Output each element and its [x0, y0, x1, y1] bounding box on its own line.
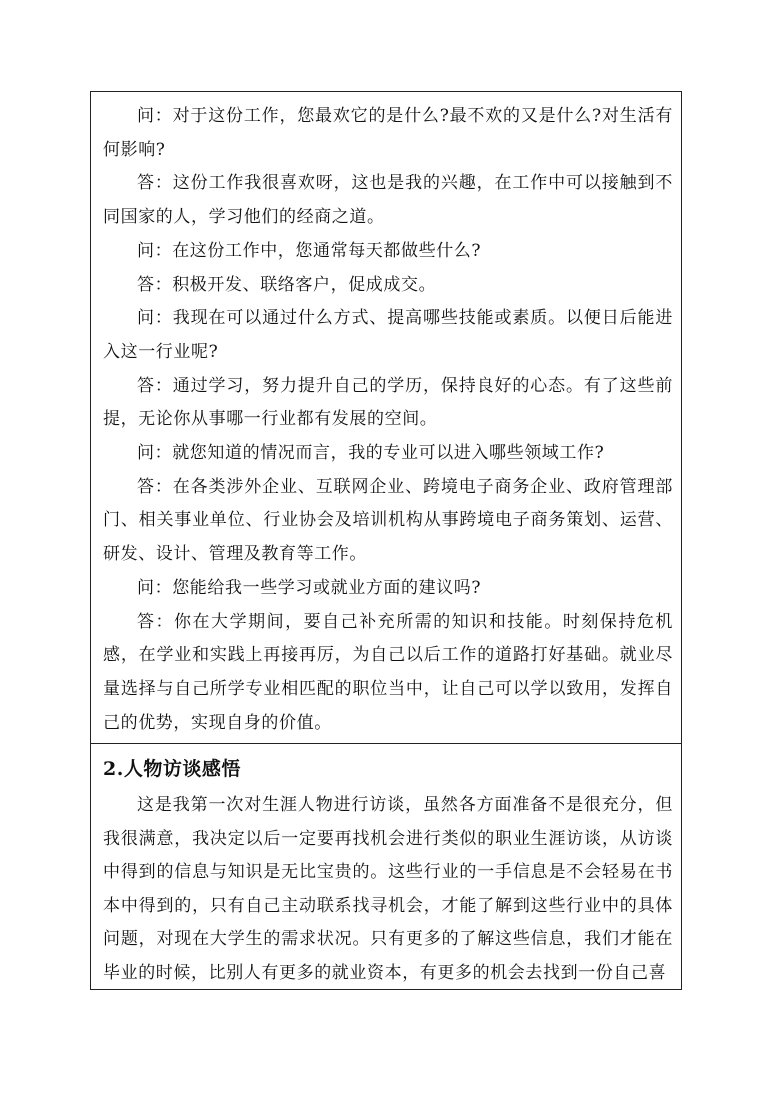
interview-qa-cell — [103, 100, 673, 740]
qa-question-4: 问：就您知道的情况而言，我的专业可以进入哪些领域工作? — [137, 443, 605, 464]
qa-answer-5: 答：你在大学期间，要自己补充所需的知识和技能。时刻保持危机感，在学业和实践上再接再厉，为自己以后工作的道路打好基础。就业尽量选择与自己所学专业相匹配的职位当中，让自己可以学以致用，发挥自己的优势，实现自身的价值。 — [103, 611, 673, 733]
qa-question-3: 问：我现在可以通过什么方式、提高哪些技能或素质。以便日后能进入这一行业呢? — [103, 308, 673, 362]
qa-answer-1: 答：这份工作我很喜欢呀，这也是我的兴趣，在工作中可以接触到不同国家的人，学习他们的经商之道。 — [103, 173, 673, 228]
reflection-cell — [103, 752, 673, 990]
qa-answer-4: 答：在各类涉外企业、互联网企业、跨境电子商务企业、政府管理部门、相关事业单位、行业协会及培训机构从事跨境电子商务策划、运营、研发、设计、管理及教育等工作。 — [103, 476, 673, 565]
qa-answer-2: 答：积极开发、联络客户，促成成交。 — [137, 274, 437, 295]
qa-question-5: 问：您能给我一些学习或就业方面的建议吗? — [137, 577, 482, 598]
reflection-body: 这是我第一次对生涯人物进行访谈，虽然各方面准备不是很充分，但我很满意，我决定以后一定要再找机会进行类似的职业生涯访谈，从访谈中得到的信息与知识是无比宝贵的。这些行业的一手信息是不会轻易在书本中得到的，只有自己主动联系找寻机会，才能了解到这些行业中的具体问题，对现在大学生的需求状况。只有更多的了解这些信息，我们才能在毕业的时候，比别人有更多的就业资本，有更多的机会去找到一份自己喜 — [103, 795, 673, 983]
reflection-heading: 2.人物访谈感悟 — [103, 758, 241, 780]
table-row-divider — [90, 743, 682, 744]
qa-answer-3: 答：通过学习，努力提升自己的学历，保持良好的心态。有了这些前提，无论你从事哪一行业都有发展的空间。 — [103, 375, 673, 430]
qa-question-1: 问：对于这份工作，您最欢它的是什么?最不欢的又是什么?对生活有何影响? — [103, 106, 673, 160]
qa-question-2: 问：在这份工作中，您通常每天都做些什么? — [137, 240, 482, 261]
